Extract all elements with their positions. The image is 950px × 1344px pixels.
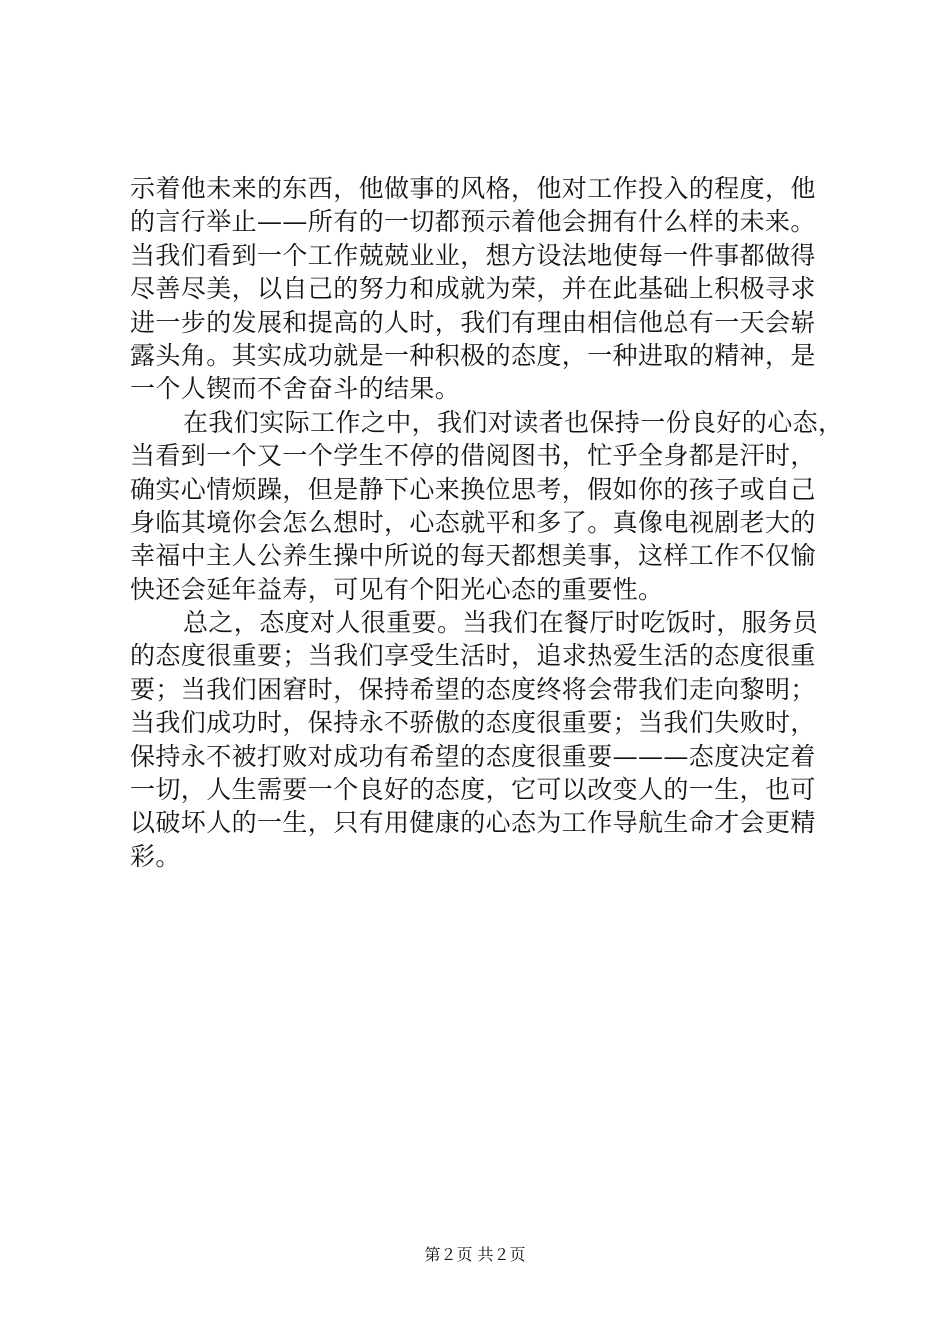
text-line: 身临其境你会怎么想时，心态就平和多了。真像电视剧老大的 [130,507,816,537]
text-line: 总之，态度对人很重要。当我们在餐厅时吃饭时，服务员 [183,608,819,638]
document-body [130,172,844,873]
text-line: 要；当我们困窘时，保持希望的态度终将会带我们走向黎明； [130,674,816,704]
text-line: 进一步的发展和提高的人时，我们有理由相信他总有一天会崭 [130,307,816,337]
text-line: 尽善尽美，以自己的努力和成就为荣，并在此基础上积极寻求 [130,274,816,304]
text-line: 一个人锲而不舍奋斗的结果。 [130,374,461,404]
text-line: 确实心情烦躁，但是静下心来换位思考，假如你的孩子或自己 [130,474,816,504]
paragraph-3 [130,606,830,873]
text-line: 在我们实际工作之中，我们对读者也保持一份良好的心态， [183,407,844,437]
text-line: 当看到一个又一个学生不停的借阅图书，忙乎全身都是汗时， [130,441,816,471]
text-line: 当我们成功时，保持永不骄傲的态度很重要；当我们失败时， [130,708,816,738]
text-line: 当我们看到一个工作兢兢业业，想方设法地使每一件事都做得 [130,240,816,270]
text-line: 快还会延年益寿，可见有个阳光心态的重要性。 [130,574,664,604]
paragraph-2 [130,406,844,606]
text-line: 以破坏人的一生，只有用健康的心态为工作导航生命才会更精 [130,808,816,838]
text-line: 露头角。其实成功就是一种积极的态度，一种进取的精神，是 [130,340,816,370]
paragraph-1 [130,172,830,406]
text-line: 彩。 [130,841,181,871]
text-line: 的言行举止——所有的一切都预示着他会拥有什么样的未来。 [130,207,816,237]
page-number-footer: 第２页 共２页 [424,1245,526,1264]
text-line: 的态度很重要；当我们享受生活时，追求热爱生活的态度很重 [130,641,816,671]
text-line: 一切，人生需要一个良好的态度，它可以改变人的一生，也可 [130,775,816,805]
text-line: 幸福中主人公养生操中所说的每天都想美事，这样工作不仅愉 [130,541,816,571]
text-line: 示着他未来的东西，他做事的风格，他对工作投入的程度，他 [130,174,816,203]
text-line: 保持永不被打败对成功有希望的态度很重要———态度决定着 [130,741,816,771]
